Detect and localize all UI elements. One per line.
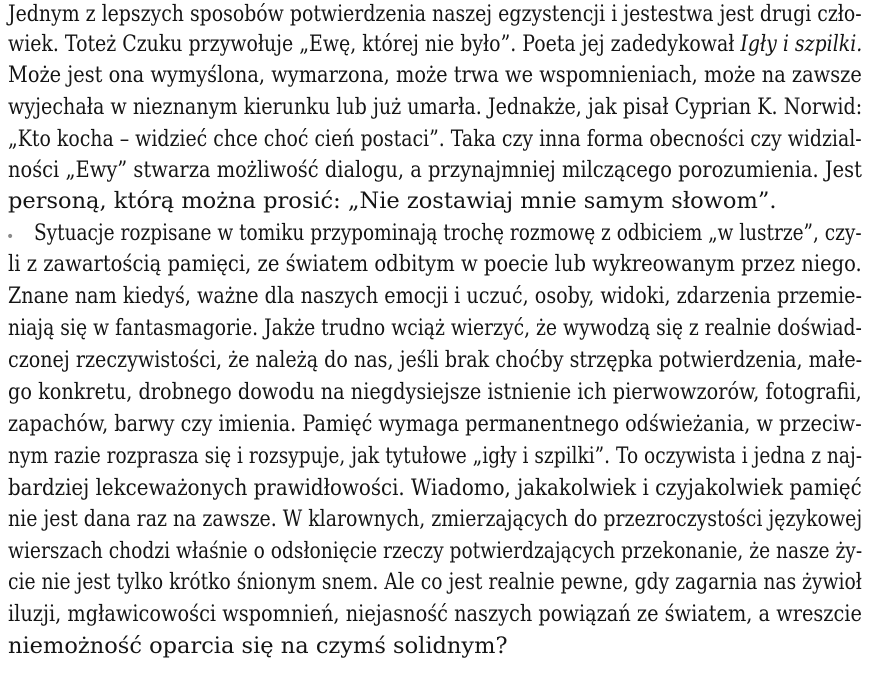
paragraph2-line-10: nie jest dana raz na zawsze. W klarownych, zmierzających do przezroczystości językowej xyxy=(8,506,863,532)
paragraph2-line-4: niają się w fantasmagorie. Jakże trudno wciąż wierzyć, że wywodzą się z realnie doświad- xyxy=(8,315,862,341)
paragraph1-line-2 xyxy=(8,29,862,59)
paragraph2-line-9: bardziej lekceważonych prawidłowości. Wiadomo, jakakolwiek i czyjakolwiek pamięć xyxy=(8,475,862,501)
paragraph-marker: • xyxy=(6,229,15,245)
paragraph1-line-7: personą, którą można prosić: „Nie zostawiaj mnie samym słowom”. xyxy=(8,188,777,214)
paragraph2-line-1: Sytuacje rozpisane w tomiku przypominają trochę rozmowę z odbiciem „w lustrze”, czy- xyxy=(34,220,862,246)
paragraph1-line-5: „Kto kocha – widzieć chce choć cień postaci”. Taka czy inna forma obecności czy widzial- xyxy=(8,126,862,152)
paragraph2-line-6: go konkretu, drobnego dowodu na niegdysiejsze istnienie ich pierwowzorów, fotografii, xyxy=(8,379,862,405)
paragraph1-line-2-text: wiek. Toteż Czuku przywołuje „Ewę, której nie było”. Poeta jej zadedykował xyxy=(8,31,735,57)
paragraph2-line-5: czonej rzeczywistości, że należą do nas, jeśli brak choćby strzępka potwierdzenia, małe- xyxy=(8,347,863,373)
paragraph2-line-2: li z zawartością pamięci, ze światem odbitym w poecie lub wykreowanym przez niego. xyxy=(8,251,862,277)
paragraph2-line-14: niemożność oparcia się na czymś solidnym? xyxy=(8,633,508,659)
paragraph2-line-7: zapachów, barwy czy imienia. Pamięć wymaga permanentnego odświeżania, w przeciw- xyxy=(8,411,862,437)
paragraph2-line-12: cie nie jest tylko krótko śnionym snem. Ale co jest realnie pewne, gdy zagarnia nas żywioł xyxy=(8,569,862,595)
paragraph2-line-3: Znane nam kiedyś, ważne dla naszych emocji i uczuć, osoby, widoki, zdarzenia przemie- xyxy=(8,283,862,309)
paragraph1-line-1: Jednym z lepszych sposobów potwierdzenia naszej egzystencji i jestestwa jest drugi czło- xyxy=(8,1,862,27)
paragraph1-line-3: Może jest ona wymyślona, wymarzona, może trwa we wspomnieniach, może na zawsze xyxy=(8,62,862,88)
book-title: Igły i szpilki. xyxy=(740,31,863,57)
paragraph1-line-6: ności „Ewy” stwarza możliwość dialogu, a przynajmniej milczącego porozumienia. Jest xyxy=(8,157,862,183)
paragraph2-line-11: wierszach chodzi właśnie o odsłonięcie rzeczy potwierdzających przekonanie, że nasze ży- xyxy=(8,538,863,564)
paragraph2-line-13: iluzji, mgławicowości wspomnień, niejasność naszych powiązań ze światem, a wreszcie xyxy=(8,601,862,627)
paragraph2-line-8: nym razie rozprasza się i rozsypuje, jak tytułowe „igły i szpilki”. To oczywista i jedna z naj- xyxy=(8,443,863,469)
paragraph1-line-4: wyjechała w nieznanym kierunku lub już umarła. Jednakże, jak pisał Cyprian K. Norwid: xyxy=(8,94,863,120)
